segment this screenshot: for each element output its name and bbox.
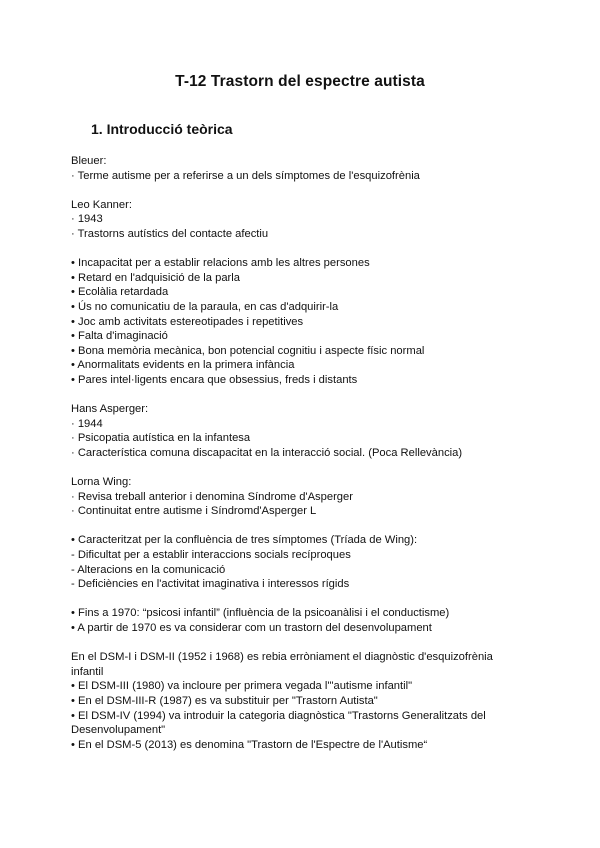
text-line: Hans Asperger: [71,403,149,416]
list-item: • Bona memòria mecànica, bon potencial cognitiu i aspecte físic normal [71,344,425,357]
text-line: Leo Kanner: [71,198,132,211]
list-item: - Deficiències en l'activitat imaginativa i interessos rígids [71,578,350,591]
text-line: · Revisa treball anterior i denomina Síndrome d'Asperger [71,490,353,503]
paragraph-kanner [71,198,551,242]
wing-triad-list [71,533,551,591]
list-item: - Dificultat per a establir interaccions socials recíproques [71,549,351,562]
text-line: · 1944 [71,417,103,430]
history-list [71,606,551,635]
text-line: En el DSM-I i DSM-II (1952 i 1968) es rebia erròniament el diagnòstic d'esquizofrènia [71,651,493,664]
paragraph-wing [71,475,551,519]
section-heading: 1. Introducció teòrica [91,121,233,137]
list-item: • Ús no comunicatiu de la paraula, en cas d'adquirir-la [71,300,339,313]
text-line: · Terme autisme per a referirse a un dels símptomes de l'esquizofrènia [71,169,420,182]
kanner-characteristics-list [71,256,551,387]
text-line: Desenvolupament" [71,724,166,737]
list-item: • Retard en l'adquisició de la parla [71,271,240,284]
text-line: infantil [71,665,104,678]
text-line: · 1943 [71,213,103,226]
text-line: Lorna Wing: [71,476,132,489]
list-item: • Anormalitats evidents en la primera infància [71,359,295,372]
list-item: - Alteracions en la comunicació [71,563,226,576]
dsm-list [71,650,551,752]
document-title: T-12 Trastorn del espectre autista [175,73,425,90]
list-item: • Ecolàlia retardada [71,286,169,299]
list-item: • Joc amb activitats estereotipades i repetitives [71,315,304,328]
text-line: · Psicopatia autística en la infantesa [71,432,251,445]
paragraph-bleuer [71,154,551,183]
text-line: · Continuitat entre autisme i Síndromd'Asperger L [71,505,317,518]
text-line: · Característica comuna discapacitat en la interacció social. (Poca Rellevància) [71,446,463,459]
document-body [71,154,551,767]
paragraph-asperger [71,402,551,460]
list-item: • A partir de 1970 es va considerar com un trastorn del desenvolupament [71,622,432,634]
list-item: • El DSM-IV (1994) va introduir la categoria diagnòstica "Trastorns Generalitzats del [71,709,486,722]
text-line: Bleuer: [71,155,107,167]
text-line: · Trastorns autístics del contacte afectiu [71,227,269,240]
list-item: • Caracteritzat per la confluència de tres símptomes (Tríada de Wing): [71,534,418,547]
list-item: • Falta d'imaginació [71,330,168,343]
list-item: • En el DSM-III-R (1987) es va substituir per "Trastorn Autista" [71,694,378,707]
list-item: • Fins a 1970: “psicosi infantil” (influència de la psicoanàlisi i el conductisme) [71,607,450,620]
list-item: • El DSM-III (1980) va incloure per primera vegada l'"autisme infantil" [71,680,413,693]
list-item: • Incapacitat per a establir relacions amb les altres persones [71,257,370,270]
list-item: • Pares intel·ligents encara que obsessius, freds i distants [71,373,358,386]
list-item: • En el DSM-5 (2013) es denomina "Trastorn de l'Espectre de l'Autisme“ [71,738,428,751]
